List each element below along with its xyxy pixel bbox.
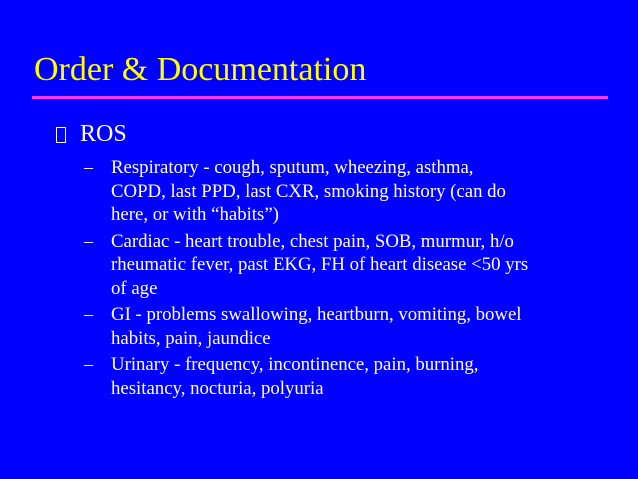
text-line: Cardiac - heart trouble, chest pain, SOB, murmur, h/o — [111, 230, 514, 252]
list-item-text — [111, 156, 506, 227]
hollow-square-bullet-icon — [56, 127, 66, 143]
text-line: COPD, last PPD, last CXR, smoking history (can do — [111, 180, 506, 202]
list-item — [84, 230, 594, 301]
list-item — [84, 303, 594, 350]
text-line: rheumatic fever, past EKG, FH of heart disease <50 yrs — [111, 254, 529, 275]
bullet-item-ros — [56, 119, 127, 149]
slide-title: Order & Documentation — [34, 51, 367, 88]
text-line: Respiratory - cough, sputum, wheezing, asthma, — [111, 157, 474, 178]
list-item — [84, 156, 594, 227]
text-line: hesitancy, nocturia, polyuria — [111, 377, 324, 399]
list-item-text — [111, 230, 528, 301]
list-item-text — [111, 303, 522, 350]
text-line: habits, pain, jaundice — [111, 327, 271, 349]
text-line: here, or with “habits”) — [111, 204, 279, 225]
text-line: GI - problems swallowing, heartburn, vomiting, bowel — [111, 304, 522, 325]
bullet-label: ROS — [80, 121, 127, 147]
dash-marker: – — [84, 354, 93, 374]
dash-marker: – — [84, 157, 93, 177]
dash-marker: – — [84, 230, 93, 251]
text-line: Urinary - frequency, incontinence, pain, burning, — [111, 354, 479, 375]
title-underline — [32, 96, 608, 99]
dash-marker: – — [84, 304, 93, 324]
list-item-text — [111, 353, 479, 400]
list-item — [84, 353, 594, 400]
ros-subitem-list — [84, 156, 594, 403]
text-line: of age — [111, 277, 158, 299]
